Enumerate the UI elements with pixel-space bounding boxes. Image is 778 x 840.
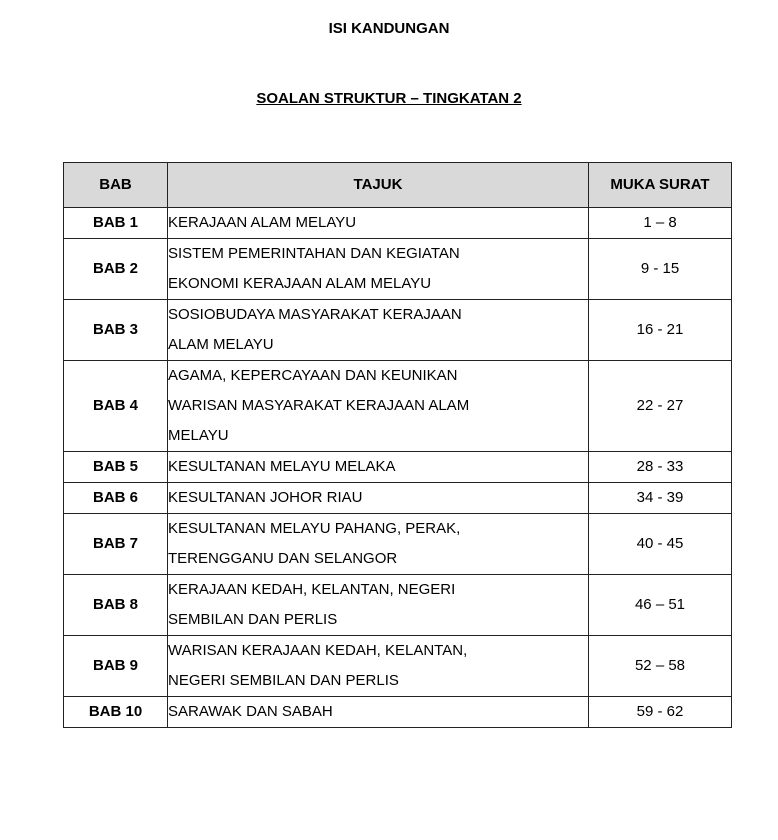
chapter-title-line: KESULTANAN MELAYU MELAKA xyxy=(168,458,396,475)
chapter-number: BAB 8 xyxy=(64,575,168,636)
page-title: ISI KANDUNGAN xyxy=(328,20,450,37)
chapter-title xyxy=(168,483,589,514)
page-range: 52 – 58 xyxy=(589,636,732,697)
chapter-title xyxy=(168,636,589,697)
table-row xyxy=(64,575,732,636)
chapter-title xyxy=(168,361,589,452)
header-tajuk: TAJUK xyxy=(168,163,589,208)
chapter-title xyxy=(168,452,589,483)
contents-table xyxy=(63,162,732,728)
chapter-title xyxy=(168,575,589,636)
chapter-number: BAB 6 xyxy=(64,483,168,514)
chapter-title-line: NEGERI SEMBILAN DAN PERLIS xyxy=(168,672,399,689)
page-subtitle: SOALAN STRUKTUR – TINGKATAN 2 xyxy=(256,90,522,107)
table-row xyxy=(64,483,732,514)
chapter-title-line: AGAMA, KEPERCAYAAN DAN KEUNIKAN xyxy=(168,367,458,384)
chapter-number: BAB 1 xyxy=(64,208,168,239)
page-range: 59 - 62 xyxy=(589,697,732,728)
page-range: 1 – 8 xyxy=(589,208,732,239)
chapter-title-line: KESULTANAN JOHOR RIAU xyxy=(168,489,363,506)
chapter-title-line: KERAJAAN ALAM MELAYU xyxy=(168,214,357,231)
chapter-title-line: KERAJAAN KEDAH, KELANTAN, NEGERI xyxy=(168,581,456,598)
chapter-title-line: SEMBILAN DAN PERLIS xyxy=(168,611,338,628)
chapter-number: BAB 9 xyxy=(64,636,168,697)
chapter-number: BAB 3 xyxy=(64,300,168,361)
page-range: 22 - 27 xyxy=(589,361,732,452)
chapter-number: BAB 5 xyxy=(64,452,168,483)
chapter-title-line: ALAM MELAYU xyxy=(168,336,274,353)
table-header xyxy=(64,163,732,208)
chapter-title-line: KESULTANAN MELAYU PAHANG, PERAK, xyxy=(168,520,461,537)
page-range: 34 - 39 xyxy=(589,483,732,514)
table-body xyxy=(64,208,732,728)
chapter-title-line: SOSIOBUDAYA MASYARAKAT KERAJAAN xyxy=(168,306,462,323)
chapter-title-line: TERENGGANU DAN SELANGOR xyxy=(168,550,398,567)
chapter-number: BAB 7 xyxy=(64,514,168,575)
table-row xyxy=(64,239,732,300)
page-range: 16 - 21 xyxy=(589,300,732,361)
chapter-title-line: MELAYU xyxy=(168,427,229,444)
table-row xyxy=(64,208,732,239)
chapter-title xyxy=(168,239,589,300)
chapter-title xyxy=(168,697,589,728)
table-row xyxy=(64,300,732,361)
table-row xyxy=(64,361,732,452)
chapter-title-line: WARISAN KERAJAAN KEDAH, KELANTAN, xyxy=(168,642,468,659)
chapter-number: BAB 2 xyxy=(64,239,168,300)
table-row xyxy=(64,636,732,697)
page-range: 46 – 51 xyxy=(589,575,732,636)
header-bab: BAB xyxy=(64,163,168,208)
table-row xyxy=(64,697,732,728)
table-row xyxy=(64,514,732,575)
chapter-title xyxy=(168,514,589,575)
chapter-title xyxy=(168,208,589,239)
chapter-number: BAB 4 xyxy=(64,361,168,452)
page-range: 9 - 15 xyxy=(589,239,732,300)
table-row xyxy=(64,452,732,483)
chapter-title-line: SARAWAK DAN SABAH xyxy=(168,703,333,720)
page-range: 28 - 33 xyxy=(589,452,732,483)
header-muka-surat: MUKA SURAT xyxy=(589,163,732,208)
header-row xyxy=(64,163,732,208)
chapter-title-line: SISTEM PEMERINTAHAN DAN KEGIATAN xyxy=(168,245,460,262)
page-range: 40 - 45 xyxy=(589,514,732,575)
chapter-title-line: WARISAN MASYARAKAT KERAJAAN ALAM xyxy=(168,397,470,414)
chapter-title-line: EKONOMI KERAJAAN ALAM MELAYU xyxy=(168,275,432,292)
chapter-title xyxy=(168,300,589,361)
chapter-number: BAB 10 xyxy=(64,697,168,728)
